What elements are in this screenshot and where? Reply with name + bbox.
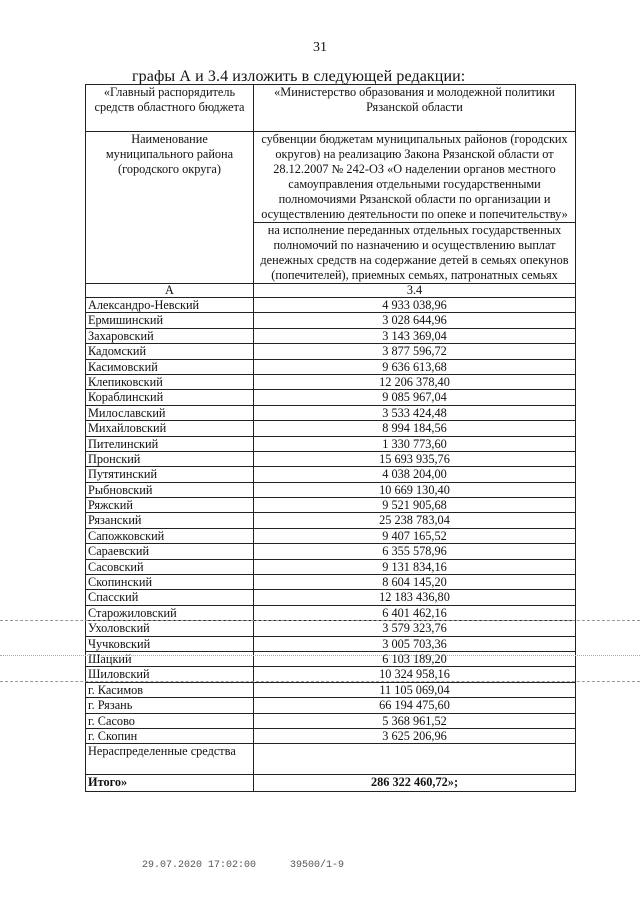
total-amount: 286 322 460,72»; — [254, 775, 576, 792]
municipality-name: г. Рязань — [86, 698, 254, 713]
municipality-name: Шиловский — [86, 667, 254, 682]
table-row — [86, 513, 576, 528]
municipality-name: Михайловский — [86, 421, 254, 436]
subvention-amount: 8 994 184,56 — [254, 421, 576, 436]
subvention-amount: 3 143 369,04 — [254, 328, 576, 343]
header-distributor-label: «Главный распорядитель средств областного бюджета — [86, 85, 254, 132]
header-ministry-name: «Министерство образования и молодежной политики Рязанской области — [254, 85, 576, 132]
footer-stamp — [142, 860, 372, 871]
table-row — [86, 682, 576, 697]
subvention-amount: 9 085 967,04 — [254, 390, 576, 405]
municipality-name: Спасский — [86, 590, 254, 605]
table-row — [86, 405, 576, 420]
footer-doc-code: 39500/1-9 — [290, 860, 345, 871]
subvention-table — [85, 84, 576, 792]
subvention-amount: 9 407 165,52 — [254, 528, 576, 543]
municipality-name: Рыбновский — [86, 482, 254, 497]
subvention-amount: 10 669 130,40 — [254, 482, 576, 497]
municipality-name: Старожиловский — [86, 605, 254, 620]
subvention-amount: 12 206 378,40 — [254, 374, 576, 389]
subvention-amount: 3 579 323,76 — [254, 621, 576, 636]
municipality-name: г. Сасово — [86, 713, 254, 728]
header-municipality-label: Наименование муниципального района (городского округа) — [86, 132, 254, 284]
scan-line — [0, 681, 640, 682]
municipality-name: Касимовский — [86, 359, 254, 374]
table-row — [86, 621, 576, 636]
subvention-amount: 9 521 905,68 — [254, 498, 576, 513]
subvention-amount: 66 194 475,60 — [254, 698, 576, 713]
municipality-name: Сараевский — [86, 544, 254, 559]
subvention-amount: 3 028 644,96 — [254, 313, 576, 328]
table-row — [86, 728, 576, 743]
header-subvention-description: субвенции бюджетам муниципальных районов (городских округов) на реализацию Закона Рязанской области от 28.12.2007 № 242-ОЗ «О наделении органов местного самоуправления отдельными государственными полномочиями Рязанской области по организации и осуществлению деятельности по опеке и попечительству» — [254, 132, 576, 223]
subvention-amount: 6 103 189,20 — [254, 651, 576, 666]
table-row — [86, 590, 576, 605]
subvention-amount: 8 604 145,20 — [254, 575, 576, 590]
table-row — [86, 421, 576, 436]
table-row — [86, 359, 576, 374]
table-row — [86, 667, 576, 682]
header-row-subvention — [86, 132, 576, 223]
table-row — [86, 374, 576, 389]
municipality-name: г. Скопин — [86, 728, 254, 743]
subvention-amount: 12 183 436,80 — [254, 590, 576, 605]
table-row — [86, 575, 576, 590]
header-row-distributor — [86, 85, 576, 132]
subvention-amount: 6 401 462,16 — [254, 605, 576, 620]
unallocated-label: Нераспределенные средства — [86, 744, 254, 775]
municipality-name: Пронский — [86, 451, 254, 466]
subvention-amount: 10 324 958,16 — [254, 667, 576, 682]
table-row — [86, 390, 576, 405]
table-row — [86, 467, 576, 482]
municipality-name: Сапожковский — [86, 528, 254, 543]
subvention-amount: 3 625 206,96 — [254, 728, 576, 743]
municipality-name: Шацкий — [86, 651, 254, 666]
municipality-name: Милославский — [86, 405, 254, 420]
table-row — [86, 636, 576, 651]
column-letters-row — [86, 284, 576, 298]
municipality-name: Пителинский — [86, 436, 254, 451]
scan-line — [0, 620, 640, 621]
table-row — [86, 605, 576, 620]
page-number: 31 — [313, 40, 327, 55]
table-row — [86, 651, 576, 666]
municipality-name: Сасовский — [86, 559, 254, 574]
table-row — [86, 544, 576, 559]
unallocated-amount — [254, 744, 576, 775]
subvention-amount: 5 368 961,52 — [254, 713, 576, 728]
subvention-amount: 9 636 613,68 — [254, 359, 576, 374]
table-row — [86, 528, 576, 543]
intro-text: графы А и 3.4 изложить в следующей редакции: — [132, 68, 466, 85]
subvention-amount: 1 330 773,60 — [254, 436, 576, 451]
subvention-amount: 25 238 783,04 — [254, 513, 576, 528]
municipality-name: Скопинский — [86, 575, 254, 590]
subvention-amount: 4 038 204,00 — [254, 467, 576, 482]
table-row — [86, 451, 576, 466]
footer-timestamp: 29.07.2020 17:02:00 — [142, 860, 257, 871]
table-row — [86, 344, 576, 359]
table-row — [86, 498, 576, 513]
municipality-name: Ухоловский — [86, 621, 254, 636]
table-row — [86, 313, 576, 328]
subvention-amount: 6 355 578,96 — [254, 544, 576, 559]
column-letter-3-4: 3.4 — [254, 284, 576, 298]
table-row — [86, 698, 576, 713]
municipality-name: Ермишинский — [86, 313, 254, 328]
table-row — [86, 559, 576, 574]
subvention-amount: 11 105 069,04 — [254, 682, 576, 697]
municipality-name: Кадомский — [86, 344, 254, 359]
table-row — [86, 298, 576, 313]
municipality-name: Чучковский — [86, 636, 254, 651]
header-purpose-description: на исполнение переданных отдельных государственных полномочий по назначению и осуществлению выплат денежных средств на содержание детей в семьях опекунов (попечителей), приемных семьях, патронатных семьях — [254, 223, 576, 284]
table-row — [86, 713, 576, 728]
total-label: Итого» — [86, 775, 254, 792]
municipality-name: Захаровский — [86, 328, 254, 343]
column-letter-a: А — [86, 284, 254, 298]
table-row — [86, 482, 576, 497]
subvention-amount: 9 131 834,16 — [254, 559, 576, 574]
municipality-name: Путятинский — [86, 467, 254, 482]
subvention-amount: 3 533 424,48 — [254, 405, 576, 420]
subvention-amount: 15 693 935,76 — [254, 451, 576, 466]
municipality-name: Ряжский — [86, 498, 254, 513]
municipality-name: Кораблинский — [86, 390, 254, 405]
municipality-name: Рязанский — [86, 513, 254, 528]
municipality-name: Александро-Невский — [86, 298, 254, 313]
municipality-name: г. Касимов — [86, 682, 254, 697]
table-row — [86, 436, 576, 451]
subvention-amount: 3 005 703,36 — [254, 636, 576, 651]
table-row — [86, 328, 576, 343]
subvention-amount: 3 877 596,72 — [254, 344, 576, 359]
table-row-total — [86, 775, 576, 792]
subvention-amount: 4 933 038,96 — [254, 298, 576, 313]
municipality-name: Клепиковский — [86, 374, 254, 389]
scan-line — [0, 655, 640, 656]
table-row-unallocated — [86, 744, 576, 775]
